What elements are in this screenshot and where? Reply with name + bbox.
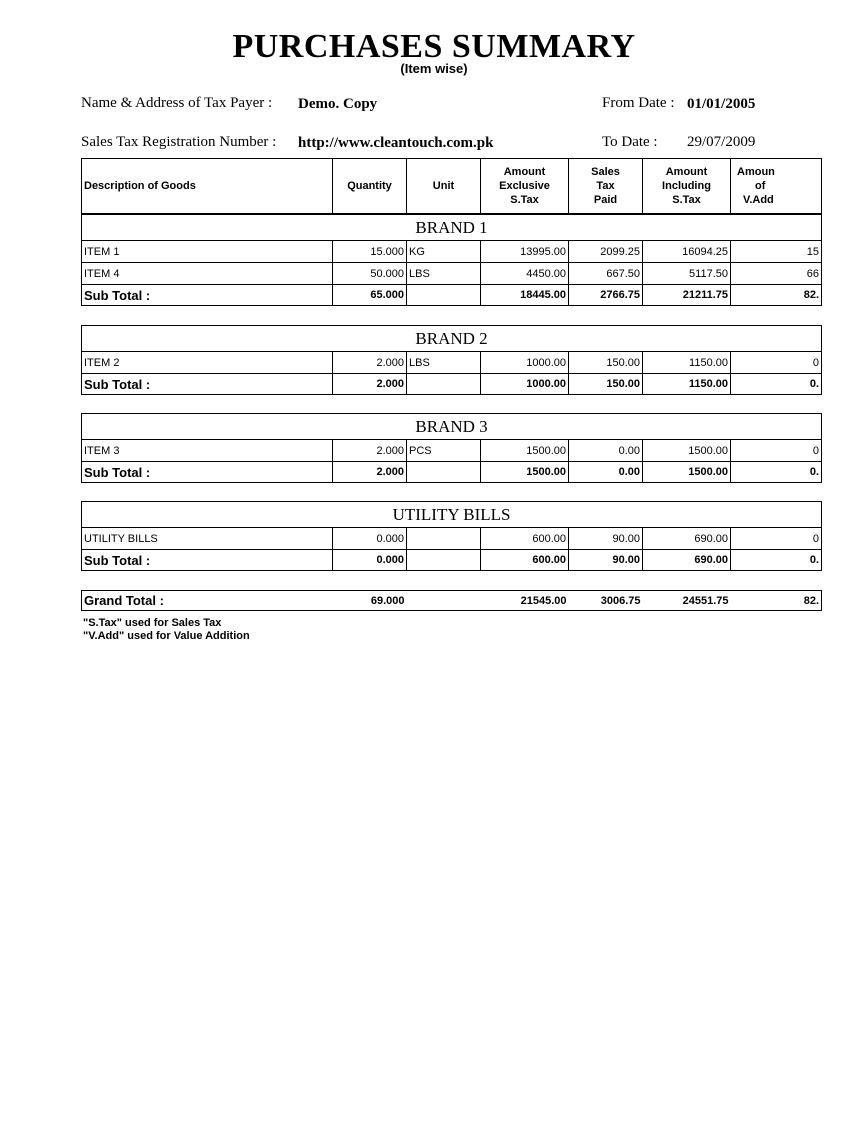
subtotal-amount-exclusive: 600.00 <box>481 550 569 571</box>
subtotal-row <box>82 462 822 483</box>
item-description: ITEM 4 <box>82 263 333 285</box>
grand-total-quantity: 69.000 <box>333 591 407 611</box>
item-amount-exclusive: 4450.00 <box>481 263 569 285</box>
item-unit: LBS <box>407 352 481 374</box>
col-amount-exclusive: Amount Exclusive S.Tax <box>481 159 569 214</box>
footnotes <box>83 617 250 643</box>
item-quantity: 0.000 <box>333 528 407 550</box>
subtotal-amount-including: 690.00 <box>643 550 731 571</box>
subtotal-value-addition: 82. <box>731 285 822 306</box>
table-row <box>82 352 822 374</box>
from-date-label: From Date : <box>602 95 675 111</box>
group-name: BRAND 3 <box>82 414 822 440</box>
col-sales-tax-paid: Sales Tax Paid <box>569 159 643 214</box>
registration-label: Sales Tax Registration Number : <box>81 134 277 150</box>
item-unit <box>407 528 481 550</box>
item-amount-exclusive: 13995.00 <box>481 241 569 263</box>
grand-total-amount-exclusive: 21545.00 <box>481 591 569 611</box>
group-table <box>81 325 822 395</box>
item-amount-including: 1500.00 <box>643 440 731 462</box>
group-name: BRAND 1 <box>82 215 822 241</box>
group-header-row <box>82 502 822 528</box>
subtotal-amount-including: 1500.00 <box>643 462 731 483</box>
group-header-row <box>82 414 822 440</box>
item-value-addition: 0 <box>731 352 822 374</box>
item-quantity: 50.000 <box>333 263 407 285</box>
group-table <box>81 501 822 571</box>
item-sales-tax: 0.00 <box>569 440 643 462</box>
subtotal-unit <box>407 462 481 483</box>
grand-total-row <box>82 591 822 611</box>
item-value-addition: 0 <box>731 528 822 550</box>
item-value-addition: 15 <box>731 241 822 263</box>
table-row <box>82 263 822 285</box>
subtotal-amount-including: 21211.75 <box>643 285 731 306</box>
registration-value: http://www.cleantouch.com.pk <box>298 135 494 151</box>
item-sales-tax: 90.00 <box>569 528 643 550</box>
taxpayer-label: Name & Address of Tax Payer : <box>81 95 273 111</box>
subtotal-label: Sub Total : <box>82 462 333 483</box>
subtotal-value-addition: 0. <box>731 462 822 483</box>
col-quantity: Quantity <box>333 159 407 214</box>
grand-total-sales-tax: 3006.75 <box>569 591 643 611</box>
subtotal-label: Sub Total : <box>82 374 333 395</box>
footnote-stax: "S.Tax" used for Sales Tax <box>83 617 222 629</box>
subtotal-quantity: 2.000 <box>333 462 407 483</box>
subtotal-value-addition: 0. <box>731 550 822 571</box>
item-sales-tax: 150.00 <box>569 352 643 374</box>
item-unit: LBS <box>407 263 481 285</box>
subtotal-sales-tax: 2766.75 <box>569 285 643 306</box>
item-unit: PCS <box>407 440 481 462</box>
col-description: Description of Goods <box>82 159 333 214</box>
table-row <box>82 528 822 550</box>
subtotal-quantity: 0.000 <box>333 550 407 571</box>
subtotal-unit <box>407 550 481 571</box>
footnote-vadd: "V.Add" used for Value Addition <box>83 630 250 642</box>
subtotal-unit <box>407 374 481 395</box>
to-date-label: To Date : <box>602 134 658 150</box>
taxpayer-value: Demo. Copy <box>298 96 378 112</box>
col-unit: Unit <box>407 159 481 214</box>
subtotal-value-addition: 0. <box>731 374 822 395</box>
subtotal-row <box>82 374 822 395</box>
from-date-value: 01/01/2005 <box>687 96 756 112</box>
item-amount-including: 1150.00 <box>643 352 731 374</box>
grand-total-unit <box>407 591 481 611</box>
subtotal-quantity: 2.000 <box>333 374 407 395</box>
item-quantity: 2.000 <box>333 352 407 374</box>
subtotal-quantity: 65.000 <box>333 285 407 306</box>
grand-total-amount-including: 24551.75 <box>643 591 731 611</box>
item-amount-including: 5117.50 <box>643 263 731 285</box>
item-description: ITEM 2 <box>82 352 333 374</box>
item-quantity: 2.000 <box>333 440 407 462</box>
group-table <box>81 413 822 483</box>
item-value-addition: 66 <box>731 263 822 285</box>
subtotal-amount-exclusive: 18445.00 <box>481 285 569 306</box>
item-amount-including: 16094.25 <box>643 241 731 263</box>
subtotal-amount-including: 1150.00 <box>643 374 731 395</box>
group-name: UTILITY BILLS <box>82 502 822 528</box>
report-subtitle: (Item wise) <box>400 61 468 76</box>
table-row <box>82 440 822 462</box>
col-value-addition: Amoun of V.Add <box>731 159 822 214</box>
subtotal-row <box>82 285 822 306</box>
table-row <box>82 241 822 263</box>
group-name: BRAND 2 <box>82 326 822 352</box>
subtotal-sales-tax: 150.00 <box>569 374 643 395</box>
subtotal-amount-exclusive: 1500.00 <box>481 462 569 483</box>
report-title: PURCHASES SUMMARY <box>232 28 636 65</box>
column-header-table <box>81 158 822 215</box>
to-date-value: 29/07/2009 <box>687 134 756 150</box>
item-amount-exclusive: 1000.00 <box>481 352 569 374</box>
subtotal-row <box>82 550 822 571</box>
col-amount-including: Amount Including S.Tax <box>643 159 731 214</box>
subtotal-label: Sub Total : <box>82 285 333 306</box>
group-table <box>81 214 822 306</box>
item-value-addition: 0 <box>731 440 822 462</box>
subtotal-label: Sub Total : <box>82 550 333 571</box>
subtotal-sales-tax: 0.00 <box>569 462 643 483</box>
subtotal-amount-exclusive: 1000.00 <box>481 374 569 395</box>
item-sales-tax: 667.50 <box>569 263 643 285</box>
item-description: ITEM 3 <box>82 440 333 462</box>
item-sales-tax: 2099.25 <box>569 241 643 263</box>
item-unit: KG <box>407 241 481 263</box>
grand-total-label: Grand Total : <box>82 591 333 611</box>
grand-total-table <box>81 590 822 611</box>
grand-total-value-addition: 82. <box>731 591 822 611</box>
item-quantity: 15.000 <box>333 241 407 263</box>
item-amount-exclusive: 1500.00 <box>481 440 569 462</box>
item-description: ITEM 1 <box>82 241 333 263</box>
group-header-row <box>82 326 822 352</box>
subtotal-unit <box>407 285 481 306</box>
item-amount-including: 690.00 <box>643 528 731 550</box>
item-amount-exclusive: 600.00 <box>481 528 569 550</box>
subtotal-sales-tax: 90.00 <box>569 550 643 571</box>
group-header-row <box>82 215 822 241</box>
item-description: UTILITY BILLS <box>82 528 333 550</box>
